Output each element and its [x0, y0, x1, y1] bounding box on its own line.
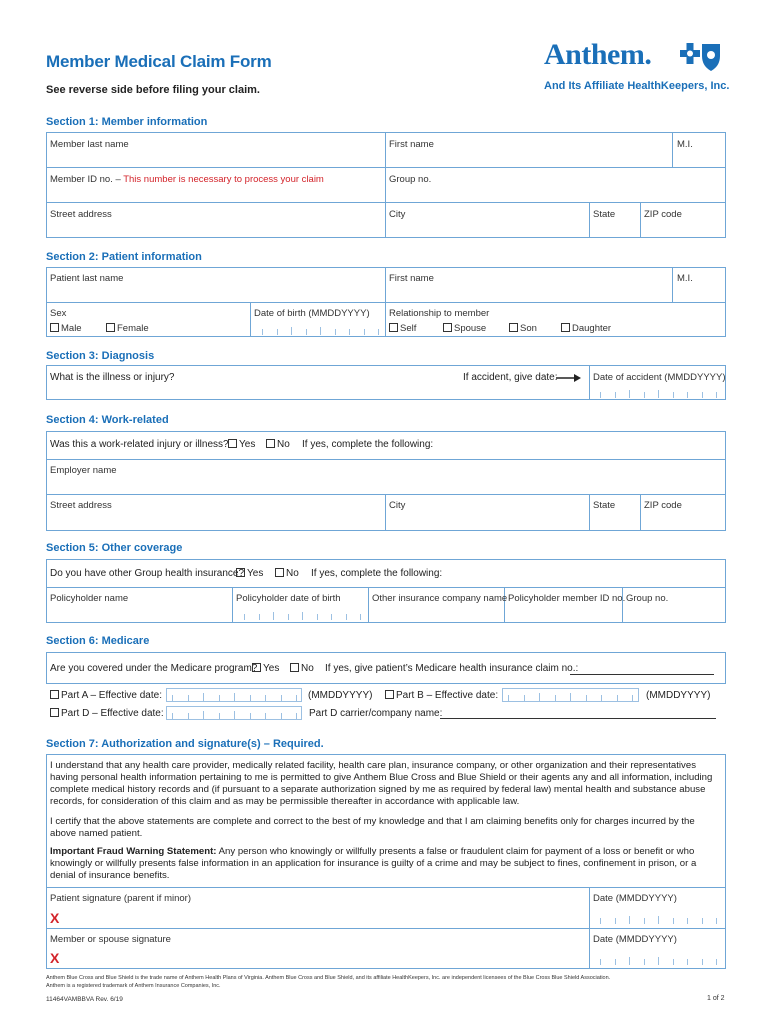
- blue-cross-blue-shield-icon: [672, 40, 724, 74]
- policyholder-group-field[interactable]: Group no.: [626, 593, 669, 604]
- employer-state-field[interactable]: State: [593, 500, 616, 511]
- part-d-date-ticks: [172, 711, 296, 719]
- medicare-yes-checkbox[interactable]: Yes: [252, 663, 279, 674]
- other-insurance-company-field[interactable]: Other insurance company name: [372, 593, 508, 604]
- member-city-field[interactable]: City: [389, 209, 406, 220]
- part-a-checkbox[interactable]: Part A – Effective date:: [50, 690, 162, 701]
- medicare-claim-prompt: If yes, give patient’s Medicare health insurance claim no.:: [325, 663, 579, 674]
- employer-zip-field[interactable]: ZIP code: [644, 500, 682, 511]
- fraud-warning-label: Important Fraud Warning Statement:: [50, 846, 217, 857]
- sex-female-checkbox[interactable]: Female: [106, 323, 149, 334]
- member-signature-field[interactable]: Member or spouse signature: [50, 934, 171, 945]
- section5-heading: Section 5: Other coverage: [46, 542, 183, 554]
- employer-name-field[interactable]: Employer name: [50, 465, 117, 476]
- certification-paragraph: I certify that the above statements are complete and correct to the best of my knowledge and that I am claiming benefits only for charges incurred by the above named patient.: [50, 816, 695, 839]
- work-related-followup: If yes, complete the following:: [302, 439, 434, 450]
- relationship-spouse-checkbox[interactable]: Spouse: [443, 323, 486, 334]
- other-coverage-no-checkbox[interactable]: No: [275, 568, 299, 579]
- part-d-carrier-label: Part D carrier/company name:: [309, 708, 443, 719]
- patient-signature-date-field[interactable]: Date (MMDDYYYY): [593, 893, 677, 904]
- form-title: Member Medical Claim Form: [46, 52, 272, 71]
- part-a-date-ticks: [172, 693, 296, 701]
- patient-signature-field[interactable]: Patient signature (parent if minor): [50, 893, 191, 904]
- member-zip-field[interactable]: ZIP code: [644, 209, 682, 220]
- member-group-field[interactable]: Group no.: [389, 174, 432, 185]
- other-coverage-followup: If yes, complete the following:: [311, 568, 443, 579]
- sex-label: Sex: [50, 308, 67, 319]
- section6-heading: Section 6: Medicare: [46, 635, 150, 647]
- relationship-son-checkbox[interactable]: Son: [509, 323, 537, 334]
- work-related-no-checkbox[interactable]: No: [266, 439, 290, 450]
- anthem-logo-text: Anthem.: [544, 38, 652, 71]
- patient-first-name-field[interactable]: First name: [389, 273, 434, 284]
- employer-street-field[interactable]: Street address: [50, 500, 112, 511]
- section1-box: [46, 132, 726, 238]
- part-b-date-ticks: [508, 693, 632, 701]
- section7-heading: Section 7: Authorization and signature(s) – Required.: [46, 738, 324, 750]
- logo-subtitle: And Its Affiliate HealthKeepers, Inc.: [544, 80, 730, 92]
- sex-male-checkbox[interactable]: Male: [50, 323, 82, 334]
- part-b-format: (MMDDYYYY): [646, 690, 711, 701]
- medicare-claim-number-field[interactable]: [570, 674, 714, 675]
- patient-dob-field[interactable]: Date of birth (MMDDYYYY): [254, 308, 370, 319]
- member-signature-date-field[interactable]: Date (MMDDYYYY): [593, 934, 677, 945]
- member-state-field[interactable]: State: [593, 209, 616, 220]
- patient-dob-ticks: [262, 327, 378, 335]
- medicare-no-checkbox[interactable]: No: [290, 663, 314, 674]
- member-street-field[interactable]: Street address: [50, 209, 112, 220]
- member-signature-x: X: [50, 950, 60, 966]
- policyholder-member-id-field[interactable]: Policyholder member ID no.: [508, 593, 626, 604]
- section4-heading: Section 4: Work-related: [46, 414, 169, 426]
- authorization-paragraph: I understand that any health care provider, medically related facility, health care plan, insurance company, or other organization and their representatives having personal health information pertaining to me is permitted to give Anthem Blue Cross and Blue Shield or their agents any and all information, including complete medical history records and (if pursuant to a separate authorization signed by me as required by federal law) mental health and substance abuse records, for consideration of this claim and as may be permissible thereafter in accordance with applicable law.: [50, 760, 713, 807]
- patient-last-name-field[interactable]: Patient last name: [50, 273, 124, 284]
- accident-prompt: If accident, give date:: [463, 372, 558, 383]
- fraud-warning-paragraph: Important Fraud Warning Statement: Any person who knowingly or willfully presents a false or fraudulent claim for payment of a loss or benefit or who knowingly or willfully presents false information in an application for insurance is guilty of a crime and may be subject to fines, confinement in prison, or a denial of insurance benefits.: [50, 846, 697, 881]
- member-id-note: This number is necessary to process your claim: [123, 174, 324, 185]
- policyholder-dob-field[interactable]: Policyholder date of birth: [236, 593, 341, 604]
- work-related-question: Was this a work-related injury or illness?: [50, 439, 229, 450]
- part-b-checkbox[interactable]: Part B – Effective date:: [385, 690, 498, 701]
- patient-signature-x: X: [50, 910, 60, 926]
- other-coverage-question: Do you have other Group health insurance?: [50, 568, 245, 579]
- member-mi-field[interactable]: M.I.: [677, 139, 693, 150]
- work-related-yes-checkbox[interactable]: Yes: [228, 439, 255, 450]
- member-sig-date-ticks: [600, 957, 716, 965]
- part-d-carrier-field[interactable]: [440, 718, 716, 719]
- relationship-daughter-checkbox[interactable]: Daughter: [561, 323, 611, 334]
- form-subtitle: See reverse side before filing your claim.: [46, 84, 260, 96]
- page-number: 1 of 2: [707, 995, 725, 1002]
- employer-city-field[interactable]: City: [389, 500, 406, 511]
- policyholder-name-field[interactable]: Policyholder name: [50, 593, 129, 604]
- relationship-self-checkbox[interactable]: Self: [389, 323, 416, 334]
- footer-disclaimer-2: Anthem is a registered trademark of Anthem Insurance Companies, Inc.: [46, 983, 221, 989]
- arrow-right-icon: [556, 373, 582, 383]
- member-last-name-field[interactable]: Member last name: [50, 139, 129, 150]
- policyholder-dob-ticks: [244, 612, 360, 620]
- part-a-format: (MMDDYYYY): [308, 690, 373, 701]
- other-coverage-yes-checkbox[interactable]: Yes: [236, 568, 263, 579]
- patient-mi-field[interactable]: M.I.: [677, 273, 693, 284]
- accident-date-ticks: [600, 390, 716, 398]
- accident-date-field[interactable]: Date of accident (MMDDYYYY): [593, 372, 726, 383]
- footer-disclaimer-1: Anthem Blue Cross and Blue Shield is the trade name of Anthem Health Plans of Virginia. Anthem Blue Cross and Blue Shield, and its affiliate HealthKeepers, Inc. are independent licensees of the Blue Cross Blue Shield Association.: [46, 975, 611, 981]
- medicare-question: Are you covered under the Medicare program?: [50, 663, 258, 674]
- section1-heading: Section 1: Member information: [46, 116, 208, 128]
- relationship-label: Relationship to member: [389, 308, 490, 319]
- section2-heading: Section 2: Patient information: [46, 251, 202, 263]
- form-code: 11464VAMBBVA Rev. 6/19: [46, 996, 123, 1003]
- member-id-field[interactable]: Member ID no. – This number is necessary to process your claim: [50, 174, 324, 185]
- illness-field[interactable]: What is the illness or injury?: [50, 372, 175, 383]
- member-first-name-field[interactable]: First name: [389, 139, 434, 150]
- part-d-checkbox[interactable]: Part D – Effective date:: [50, 708, 164, 719]
- section3-heading: Section 3: Diagnosis: [46, 350, 155, 362]
- patient-sig-date-ticks: [600, 916, 716, 924]
